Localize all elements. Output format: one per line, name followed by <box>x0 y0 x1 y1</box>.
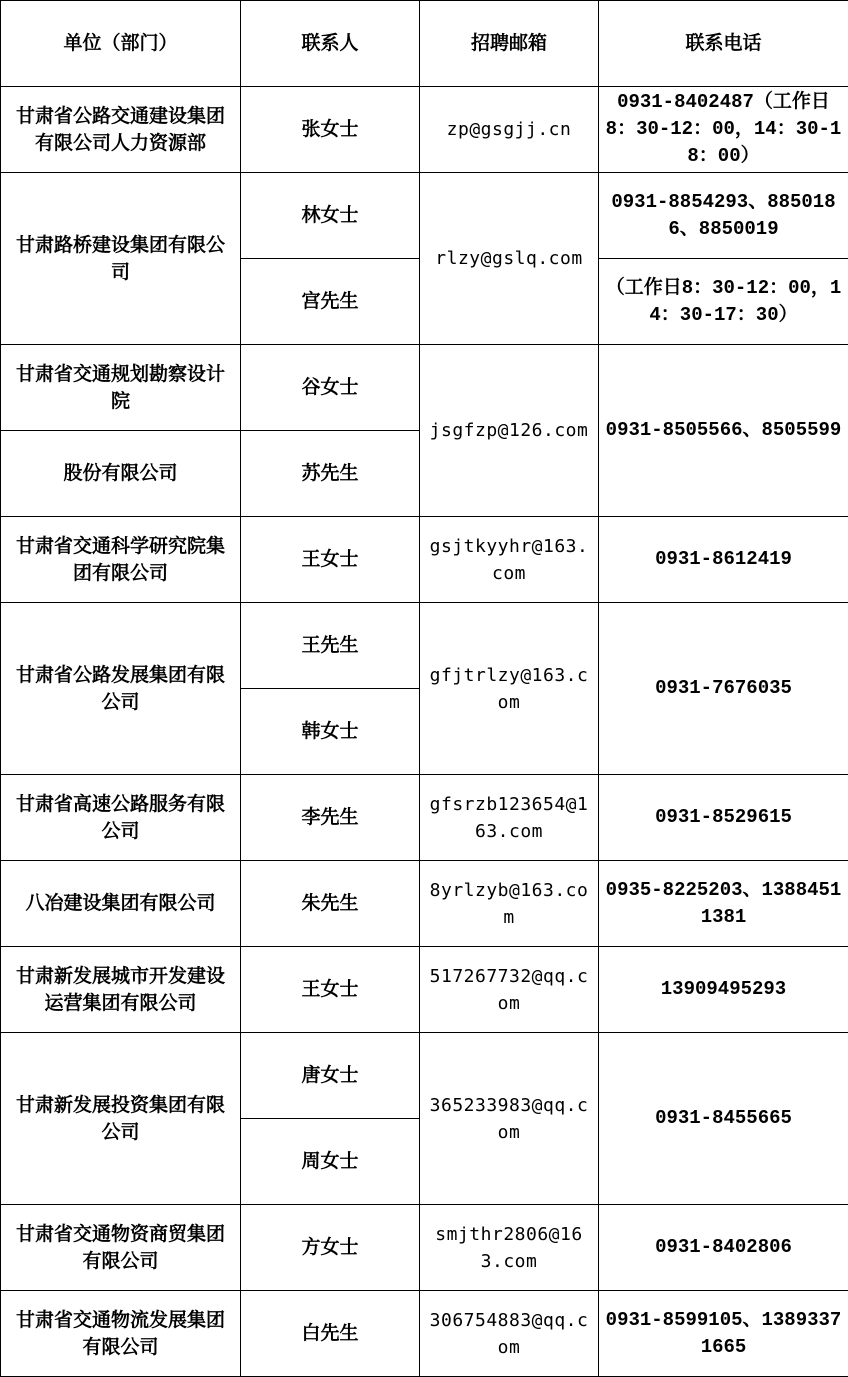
unit-cell: 甘肃省高速公路服务有限公司 <box>1 775 241 861</box>
contact-cell: 白先生 <box>241 1291 420 1377</box>
contact-cell: 苏先生 <box>241 431 420 517</box>
contact-cell: 韩女士 <box>241 689 420 775</box>
email-cell: zp@gsgjj.cn <box>420 87 599 173</box>
table-row <box>1 947 848 1033</box>
contact-cell: 宫先生 <box>241 259 420 345</box>
contact-cell: 谷女士 <box>241 345 420 431</box>
contact-cell: 王女士 <box>241 947 420 1033</box>
contact-cell: 王女士 <box>241 517 420 603</box>
email-cell: gfjtrlzy@163.com <box>420 603 599 775</box>
email-cell: gsjtkyyhr@163.com <box>420 517 599 603</box>
unit-cell: 甘肃省交通物资商贸集团有限公司 <box>1 1205 241 1291</box>
table-header-row <box>1 1 848 87</box>
email-cell: smjthr2806@163.com <box>420 1205 599 1291</box>
contact-cell: 唐女士 <box>241 1033 420 1119</box>
email-cell: jsgfzp@126.com <box>420 345 599 517</box>
table-row <box>1 775 848 861</box>
contact-cell: 林女士 <box>241 173 420 259</box>
phone-cell: 0931-8455665 <box>599 1033 848 1205</box>
unit-cell: 甘肃新发展投资集团有限公司 <box>1 1033 241 1205</box>
contact-cell: 朱先生 <box>241 861 420 947</box>
unit-cell: 甘肃省交通规划勘察设计院 <box>1 345 241 431</box>
header-email: 招聘邮箱 <box>420 1 599 87</box>
email-cell: 365233983@qq.com <box>420 1033 599 1205</box>
table-row <box>1 603 848 689</box>
table-row <box>1 1205 848 1291</box>
header-phone: 联系电话 <box>599 1 848 87</box>
table-row <box>1 173 848 259</box>
email-cell: rlzy@gslq.com <box>420 173 599 345</box>
contact-cell: 张女士 <box>241 87 420 173</box>
header-contact: 联系人 <box>241 1 420 87</box>
table-row <box>1 345 848 431</box>
email-cell: 8yrlzyb@163.com <box>420 861 599 947</box>
email-cell: gfsrzb123654@163.com <box>420 775 599 861</box>
contact-cell: 李先生 <box>241 775 420 861</box>
contact-cell: 周女士 <box>241 1119 420 1205</box>
phone-cell: 0931-8599105、13893371665 <box>599 1291 848 1377</box>
phone-cell: 0931-8402487（工作日8：30-12：00，14：30-18：00） <box>599 87 848 173</box>
phone-cell: 0931-8612419 <box>599 517 848 603</box>
phone-cell: 0931-8402806 <box>599 1205 848 1291</box>
phone-cell: 0935-8225203、13884511381 <box>599 861 848 947</box>
header-unit: 单位（部门） <box>1 1 241 87</box>
table-row <box>1 87 848 173</box>
table-row <box>1 1291 848 1377</box>
phone-cell: 0931-8529615 <box>599 775 848 861</box>
phone-cell: （工作日8：30-12：00，14：30-17：30） <box>599 259 848 345</box>
phone-cell: 13909495293 <box>599 947 848 1033</box>
unit-cell: 甘肃省交通科学研究院集团有限公司 <box>1 517 241 603</box>
email-cell: 517267732@qq.com <box>420 947 599 1033</box>
unit-cell: 股份有限公司 <box>1 431 241 517</box>
table-row <box>1 1033 848 1119</box>
phone-cell: 0931-7676035 <box>599 603 848 775</box>
unit-cell: 甘肃省公路发展集团有限公司 <box>1 603 241 775</box>
table-row <box>1 861 848 947</box>
unit-cell: 甘肃新发展城市开发建设运营集团有限公司 <box>1 947 241 1033</box>
phone-cell: 0931-8854293、8850186、8850019 <box>599 173 848 259</box>
contact-cell: 方女士 <box>241 1205 420 1291</box>
phone-cell: 0931-8505566、8505599 <box>599 345 848 517</box>
unit-cell: 甘肃省交通物流发展集团有限公司 <box>1 1291 241 1377</box>
email-cell: 306754883@qq.com <box>420 1291 599 1377</box>
unit-cell: 八冶建设集团有限公司 <box>1 861 241 947</box>
unit-cell: 甘肃省公路交通建设集团有限公司人力资源部 <box>1 87 241 173</box>
unit-cell: 甘肃路桥建设集团有限公司 <box>1 173 241 345</box>
contact-cell: 王先生 <box>241 603 420 689</box>
table-row <box>1 517 848 603</box>
